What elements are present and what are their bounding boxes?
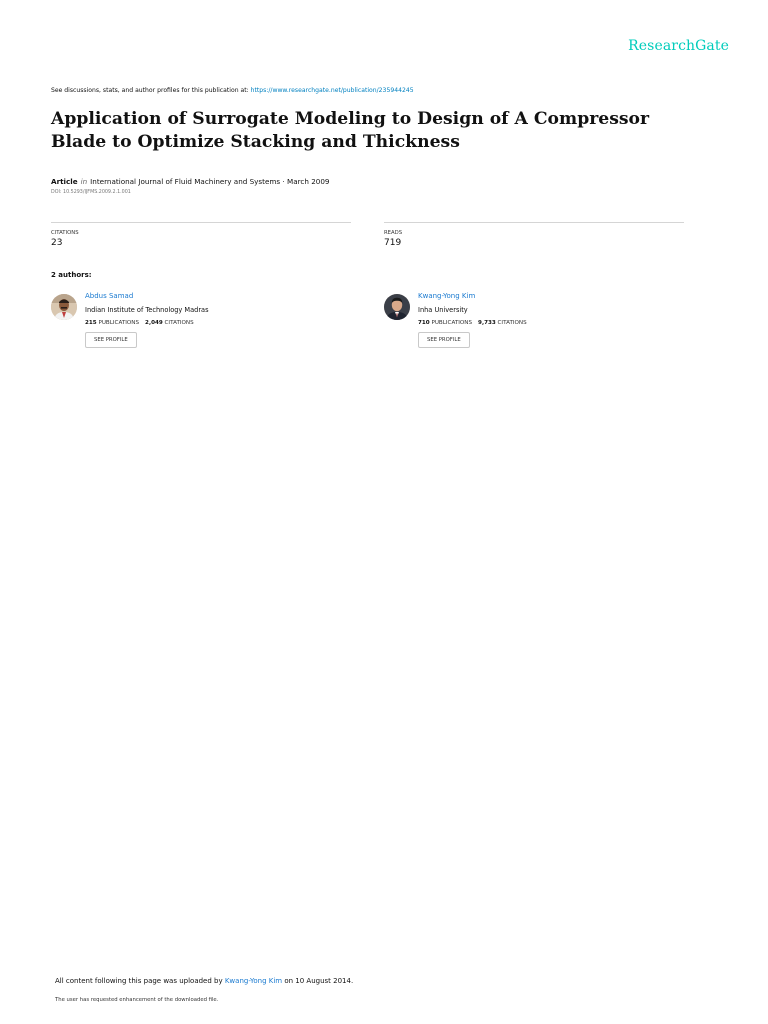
publications-label: PUBLICATIONS [431, 320, 473, 326]
author-name-link[interactable]: Kwang-Yong Kim [418, 292, 476, 300]
author-stats [85, 320, 345, 326]
author-citations-label: CITATIONS [164, 320, 194, 326]
uploaded-by-line [55, 977, 353, 985]
uploaded-suffix: on 10 August 2014. [282, 977, 354, 985]
author-citations-count: 9,733 [478, 320, 496, 326]
publication-link-line [51, 87, 414, 94]
article-meta [51, 177, 330, 186]
reads-label: READS [384, 230, 403, 236]
author-institution[interactable]: Inha University [418, 306, 468, 314]
uploader-link[interactable]: Kwang-Yong Kim [224, 977, 283, 985]
publication-title: Application of Surrogate Modeling to Design of A Compressor Blade to Optimize Stacking and Thickness [51, 109, 650, 152]
avatar[interactable] [384, 294, 410, 320]
doi: DOI: 10.5293/IJFMS.2009.2.1.001 [51, 190, 131, 195]
avatar[interactable] [51, 294, 77, 320]
citations-label: CITATIONS [51, 230, 79, 236]
see-discussions-text: See discussions, stats, and author profiles for this publication at: [51, 87, 251, 94]
researchgate-logo[interactable]: ResearchGate [628, 38, 729, 54]
author-card [384, 292, 684, 362]
author-name-link[interactable]: Abdus Samad [85, 292, 134, 300]
see-profile-button[interactable]: SEE PROFILE [418, 332, 470, 348]
author-stats [418, 320, 678, 326]
reads-stat [384, 222, 684, 248]
publication-type: Article [51, 177, 78, 186]
citations-stat [51, 222, 351, 248]
uploaded-prefix: All content following this page was uploaded by [55, 977, 225, 985]
publication-url-link[interactable]: https://www.researchgate.net/publication/235944245 [250, 87, 414, 94]
publications-count: 215 [85, 320, 97, 326]
author-citations-label: CITATIONS [497, 320, 527, 326]
journal-and-date[interactable]: International Journal of Fluid Machinery and Systems · March 2009 [90, 177, 330, 186]
author-card [51, 292, 351, 362]
author-citations-count: 2,049 [145, 320, 163, 326]
author-institution[interactable]: Indian Institute of Technology Madras [85, 306, 209, 314]
publications-count: 710 [418, 320, 430, 326]
citations-value: 23 [51, 238, 63, 248]
reads-value: 719 [384, 238, 402, 248]
author-photo-icon [51, 294, 77, 320]
see-profile-button[interactable]: SEE PROFILE [85, 332, 137, 348]
enhancement-note: The user has requested enhancement of the downloaded file. [55, 997, 219, 1003]
authors-heading: 2 authors: [51, 271, 92, 279]
author-photo-icon [384, 294, 410, 320]
publications-label: PUBLICATIONS [98, 320, 140, 326]
in-word: in [80, 177, 88, 186]
